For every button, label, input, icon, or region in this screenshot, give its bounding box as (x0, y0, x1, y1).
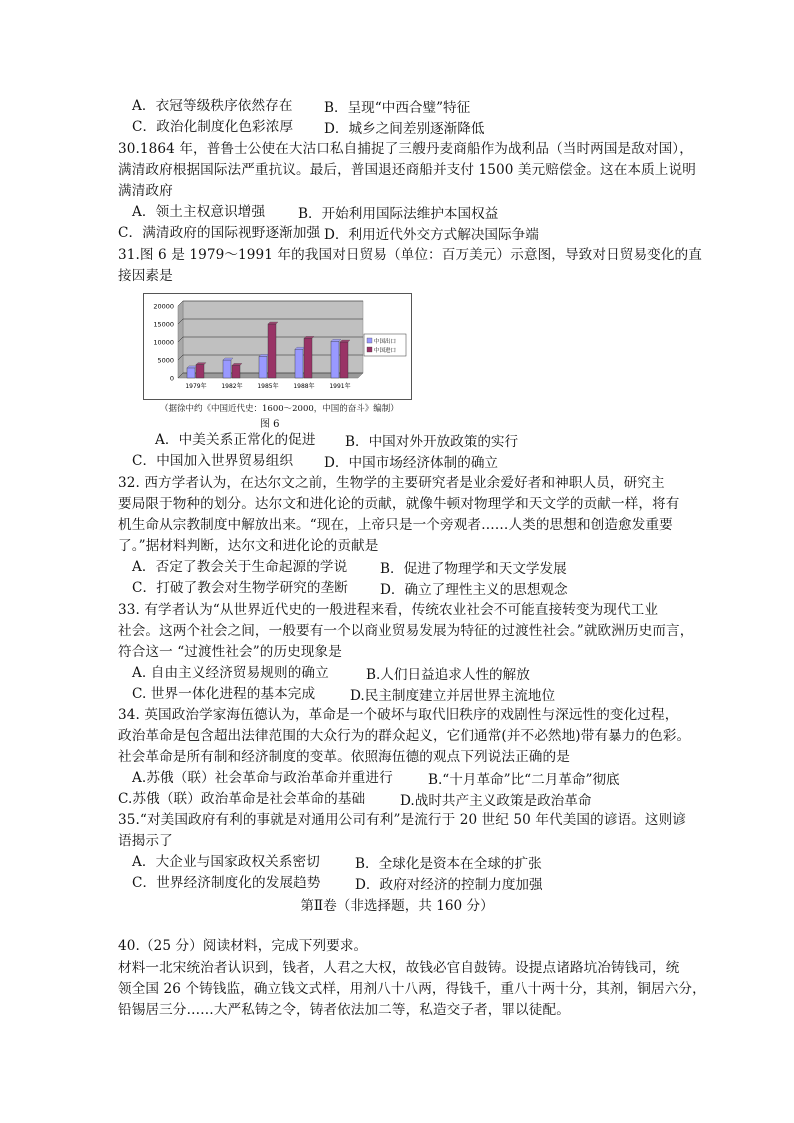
x-tick-label: 1985年 (257, 383, 279, 390)
bar-export (223, 360, 231, 378)
q40-material-line2: 领全国 26 个铸钱监，确立钱文式样，用剂八十八两，得钱千，重八十两十分，其剂，铜居六分， (118, 981, 706, 997)
legend-swatch (367, 347, 372, 352)
y-tick-label: 15000 (153, 320, 174, 329)
q30-option-a: A．领土主权意识增强 (132, 204, 266, 220)
legend-label: 中国出口 (374, 339, 397, 345)
bar-top-import (232, 363, 242, 365)
bar-top-import (304, 336, 314, 338)
q40-stem-line1: 40.（25 分）阅读材料，完成下列要求。 (118, 938, 368, 954)
x-tick-label: 1988年 (293, 383, 315, 390)
q35-option-c: C．世界经济制度化的发展趋势 (132, 875, 321, 891)
q32-option-a: A．否定了教会关于生命起源的学说 (132, 559, 348, 575)
q34-stem-line3: 社会革命是所有制和经济制度的变革。依照海伍德的观点下列说法正确的是 (118, 749, 570, 765)
bar-export (259, 356, 267, 378)
bar-import (232, 365, 240, 378)
legend-swatch (367, 338, 372, 343)
x-tick-label: 1982年 (221, 383, 243, 390)
q40-material-line3: 铅锡居三分……大严私铸之令，铸者依法加二等，私造交子者，罪以徒配。 (118, 1002, 570, 1018)
q30-stem-line3: 满清政府 (118, 183, 173, 199)
q35-stem-line2: 语揭示了 (118, 833, 173, 849)
q34-stem-line2: 政治革命是包含超出法律范围的大众行为的群众起义，它们通常(并不必然地)带有暴力的色彩。 (118, 728, 691, 744)
q29-option-a: A．衣冠等级秩序依然存在 (132, 98, 293, 114)
bar-top-export (223, 358, 233, 360)
bar-export (295, 349, 303, 378)
q34-option-c: C.苏俄（联）政治革命是社会革命的基础 (118, 791, 366, 807)
q32-stem-line3: 机生命从宗教制度中解放出来。“现在，上帝只是一个旁观者……人类的思想和创造愈发重要 (118, 517, 673, 533)
q30-stem-line2: 满清政府根据国际法严重抗议。最后，普国退还商船并支付 1500 美元赔偿金。这在本质上说明 (118, 162, 696, 178)
y-tick-label: 5000 (157, 356, 174, 365)
trade-bar-chart (144, 294, 411, 399)
q29-option-c: C．政治化制度化色彩浓厚 (132, 119, 294, 135)
q33-stem-line1: 33. 有学者认为“从世界近代史的一般进程来看，传统农业社会不可能直接转变为现代工业 (118, 602, 659, 618)
q30-option-c: C．满清政府的国际视野逐渐加强 (118, 225, 321, 241)
x-tick-label: 1979年 (185, 383, 207, 390)
chart-source-note: （据徐中约《中国近代史：1600～2000，中国的奋斗》编制） (160, 404, 399, 414)
y-tick-label: 10000 (153, 338, 174, 347)
q30-stem-line1: 30.1864 年，普鲁士公使在大沽口私自捕捉了三艘丹麦商船作为战利品（当时两国是敌对国）， (118, 141, 693, 157)
q31-stem-line2: 接因素是 (118, 268, 173, 284)
y-tick-label: 20000 (153, 302, 174, 311)
q33-stem-line2: 社会。这两个社会之间，一般要有一个以商业贸易发展为特征的过渡性社会。”就欧洲历史而言， (118, 623, 694, 639)
bar-top-export (295, 347, 305, 349)
bar-export (187, 368, 195, 378)
q32-stem-line2: 要局限于物种的划分。达尔文和进化论的贡献，就像牛顿对物理学和天文学的贡献一样，将有 (118, 496, 680, 512)
q32-option-b: B．促进了物理学和天文学发展 (380, 561, 567, 577)
q34-stem-line1: 34. 英国政治学家海伍德认为，革命是一个破坏与取代旧秩序的戏剧性与深远性的变化过程， (118, 707, 679, 723)
bar-import (304, 338, 312, 378)
q31-stem-line1: 31.图 6 是 1979～1991 年的我国对日贸易（单位：百万美元）示意图，导致对日贸易变化的直 (118, 247, 702, 263)
q29-option-b: B．呈现“中西合璧”特征 (324, 100, 471, 116)
q30-option-b: B．开始利用国际法维护本国权益 (298, 206, 499, 222)
q33-option-a: A. 自由主义经济贸易规则的确立 (132, 665, 329, 681)
q40-material-line1: 材料一北宋统治者认识到，钱者，人君之大权，故钱必官自鼓铸。设提点诸路坑冶铸钱司，统 (118, 960, 680, 976)
bar-top-import (340, 340, 350, 342)
bar-import (268, 324, 276, 378)
bar-top-export (259, 354, 269, 356)
bar-import (340, 342, 348, 378)
q32-stem-line1: 32. 西方学者认为，在达尔文之前，生物学的主要研究者是业余爱好者和神职人员，研究主 (118, 475, 665, 491)
bar-top-import (268, 322, 278, 324)
q34-option-b: B.“十月革命”比“二月革命”彻底 (428, 772, 620, 788)
figure-caption: 图 6 (260, 419, 280, 430)
q32-option-c: C．打破了教会对生物学研究的垄断 (132, 580, 348, 596)
section-2-heading: 第Ⅱ卷（非选择题，共 160 分） (300, 898, 494, 914)
bar-top-export (187, 366, 197, 368)
bar-export (331, 341, 339, 378)
y-tick-label: 0 (169, 374, 174, 383)
q31-option-d: D．中国市场经济体制的确立 (324, 455, 499, 471)
bar-import (196, 365, 204, 378)
q30-option-d: D．利用近代外交方式解决国际争端 (324, 227, 539, 243)
q35-option-b: B．全球化是资本在全球的扩张 (355, 856, 542, 872)
q33-option-b: B.人们日益追求人性的解放 (366, 667, 530, 683)
q34-option-a: A.苏俄（联）社会革命与政治革命并重进行 (132, 770, 393, 786)
trade-chart-frame (143, 293, 412, 400)
q33-option-d: D.民主制度建立并居世界主流地位 (350, 688, 556, 704)
q35-stem-line1: 35.“对美国政府有利的事就是对通用公司有利”是流行于 20 世纪 50 年代美国的谚语。这则谚 (118, 812, 686, 828)
q31-option-a: A．中美关系正常化的促进 (155, 432, 316, 448)
x-tick-label: 1991年 (329, 383, 351, 390)
q31-option-c: C．中国加入世界贸易组织 (132, 453, 294, 469)
q31-option-b: B．中国对外开放政策的实行 (345, 434, 519, 450)
legend-label: 中国进口 (374, 348, 397, 354)
q33-option-c: C. 世界一体化进程的基本完成 (132, 686, 316, 702)
q33-stem-line3: 符合这一 “过渡性社会”的历史现象是 (118, 644, 342, 660)
q35-option-d: D．政府对经济的控制力度加强 (355, 877, 543, 893)
q32-option-d: D．确立了理性主义的思想观念 (380, 582, 568, 598)
q29-option-d: D．城乡之间差别逐渐降低 (324, 121, 485, 137)
bar-top-import (196, 363, 206, 365)
q32-stem-line4: 了。”据材料判断，达尔文和进化论的贡献是 (118, 538, 379, 554)
q35-option-a: A．大企业与国家政权关系密切 (132, 854, 320, 870)
q34-option-d: D.战时共产主义政策是政治革命 (400, 793, 592, 809)
bar-top-export (331, 339, 341, 341)
